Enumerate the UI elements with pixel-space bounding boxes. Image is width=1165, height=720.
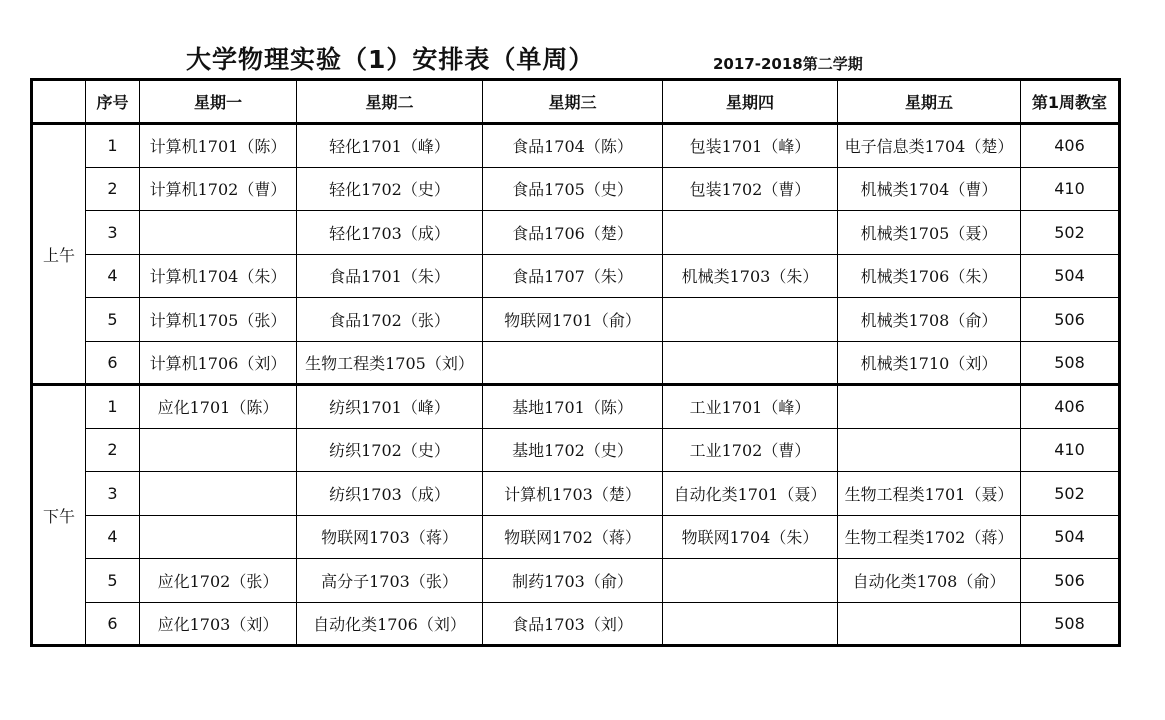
cell-room: 506 bbox=[1021, 298, 1120, 342]
cell-wednesday: 物联网1702（蒋） bbox=[483, 515, 663, 559]
table-row bbox=[32, 428, 1120, 472]
cell-room: 504 bbox=[1021, 515, 1120, 559]
cell-monday: 计算机1706（刘） bbox=[140, 341, 297, 385]
table-row bbox=[32, 341, 1120, 385]
cell-room: 508 bbox=[1021, 602, 1120, 646]
header-cell-friday: 星期五 bbox=[838, 80, 1021, 124]
cell-room: 502 bbox=[1021, 472, 1120, 516]
cell-monday: 应化1703（刘） bbox=[140, 602, 297, 646]
table-row bbox=[32, 602, 1120, 646]
header-cell-thursday: 星期四 bbox=[663, 80, 838, 124]
cell-room: 410 bbox=[1021, 428, 1120, 472]
cell-thursday bbox=[663, 341, 838, 385]
table-row bbox=[32, 167, 1120, 211]
cell-friday bbox=[838, 385, 1021, 429]
cell-thursday bbox=[663, 298, 838, 342]
cell-wednesday bbox=[483, 341, 663, 385]
cell-friday: 生物工程类1702（蒋） bbox=[838, 515, 1021, 559]
cell-friday: 机械类1704（曹） bbox=[838, 167, 1021, 211]
cell-wednesday: 食品1704（陈） bbox=[483, 124, 663, 168]
cell-wednesday: 食品1703（刘） bbox=[483, 602, 663, 646]
cell-room: 406 bbox=[1021, 124, 1120, 168]
row-index: 1 bbox=[86, 385, 140, 429]
cell-wednesday: 基地1702（史） bbox=[483, 428, 663, 472]
cell-tuesday: 自动化类1706（刘） bbox=[297, 602, 483, 646]
table-row bbox=[32, 254, 1120, 298]
cell-tuesday: 纺织1702（史） bbox=[297, 428, 483, 472]
cell-room: 502 bbox=[1021, 211, 1120, 255]
cell-wednesday: 基地1701（陈） bbox=[483, 385, 663, 429]
cell-wednesday: 食品1705（史） bbox=[483, 167, 663, 211]
period-label-pm: 下午 bbox=[32, 385, 86, 646]
term-label: 2017-2018第二学期 bbox=[713, 55, 863, 73]
cell-thursday: 物联网1704（朱） bbox=[663, 515, 838, 559]
period-label-am: 上午 bbox=[32, 124, 86, 385]
table-row bbox=[32, 298, 1120, 342]
cell-monday: 应化1701（陈） bbox=[140, 385, 297, 429]
cell-friday bbox=[838, 428, 1021, 472]
cell-room: 410 bbox=[1021, 167, 1120, 211]
cell-friday: 生物工程类1701（聂） bbox=[838, 472, 1021, 516]
cell-room: 508 bbox=[1021, 341, 1120, 385]
table-row bbox=[32, 515, 1120, 559]
header-row bbox=[32, 80, 1120, 124]
cell-tuesday: 纺织1701（峰） bbox=[297, 385, 483, 429]
cell-room: 504 bbox=[1021, 254, 1120, 298]
cell-monday bbox=[140, 515, 297, 559]
row-index: 6 bbox=[86, 341, 140, 385]
cell-wednesday: 计算机1703（楚） bbox=[483, 472, 663, 516]
header-cell-monday: 星期一 bbox=[140, 80, 297, 124]
cell-thursday bbox=[663, 559, 838, 603]
cell-thursday bbox=[663, 602, 838, 646]
cell-thursday: 工业1702（曹） bbox=[663, 428, 838, 472]
row-index: 4 bbox=[86, 254, 140, 298]
cell-tuesday: 食品1701（朱） bbox=[297, 254, 483, 298]
cell-monday bbox=[140, 211, 297, 255]
cell-thursday: 自动化类1701（聂） bbox=[663, 472, 838, 516]
cell-tuesday: 轻化1703（成） bbox=[297, 211, 483, 255]
row-index: 3 bbox=[86, 472, 140, 516]
row-index: 5 bbox=[86, 298, 140, 342]
cell-thursday: 机械类1703（朱） bbox=[663, 254, 838, 298]
cell-friday: 自动化类1708（俞） bbox=[838, 559, 1021, 603]
cell-tuesday: 轻化1702（史） bbox=[297, 167, 483, 211]
cell-room: 506 bbox=[1021, 559, 1120, 603]
cell-friday: 电子信息类1704（楚） bbox=[838, 124, 1021, 168]
header-cell-period bbox=[32, 80, 86, 124]
row-index: 2 bbox=[86, 428, 140, 472]
cell-thursday: 包装1702（曹） bbox=[663, 167, 838, 211]
cell-monday: 计算机1702（曹） bbox=[140, 167, 297, 211]
header-cell-index: 序号 bbox=[86, 80, 140, 124]
schedule-table bbox=[30, 78, 1121, 647]
cell-friday: 机械类1708（俞） bbox=[838, 298, 1021, 342]
page-title: 大学物理实验（1）安排表（单周） bbox=[186, 45, 595, 74]
cell-thursday bbox=[663, 211, 838, 255]
table-row bbox=[32, 472, 1120, 516]
cell-monday: 应化1702（张） bbox=[140, 559, 297, 603]
cell-monday: 计算机1701（陈） bbox=[140, 124, 297, 168]
cell-tuesday: 轻化1701（峰） bbox=[297, 124, 483, 168]
cell-monday bbox=[140, 428, 297, 472]
cell-tuesday: 纺织1703（成） bbox=[297, 472, 483, 516]
cell-tuesday: 食品1702（张） bbox=[297, 298, 483, 342]
cell-friday: 机械类1706（朱） bbox=[838, 254, 1021, 298]
cell-tuesday: 生物工程类1705（刘） bbox=[297, 341, 483, 385]
table-row bbox=[32, 211, 1120, 255]
cell-monday bbox=[140, 472, 297, 516]
header-cell-wednesday: 星期三 bbox=[483, 80, 663, 124]
table-row bbox=[32, 385, 1120, 429]
cell-wednesday: 食品1706（楚） bbox=[483, 211, 663, 255]
header-cell-room: 第1周教室 bbox=[1021, 80, 1120, 124]
cell-room: 406 bbox=[1021, 385, 1120, 429]
row-index: 4 bbox=[86, 515, 140, 559]
table-row bbox=[32, 124, 1120, 168]
cell-friday: 机械类1705（聂） bbox=[838, 211, 1021, 255]
cell-friday bbox=[838, 602, 1021, 646]
row-index: 1 bbox=[86, 124, 140, 168]
cell-monday: 计算机1705（张） bbox=[140, 298, 297, 342]
row-index: 3 bbox=[86, 211, 140, 255]
row-index: 6 bbox=[86, 602, 140, 646]
cell-wednesday: 制药1703（俞） bbox=[483, 559, 663, 603]
row-index: 2 bbox=[86, 167, 140, 211]
cell-monday: 计算机1704（朱） bbox=[140, 254, 297, 298]
cell-tuesday: 物联网1703（蒋） bbox=[297, 515, 483, 559]
header-cell-tuesday: 星期二 bbox=[297, 80, 483, 124]
cell-friday: 机械类1710（刘） bbox=[838, 341, 1021, 385]
cell-thursday: 工业1701（峰） bbox=[663, 385, 838, 429]
cell-tuesday: 高分子1703（张） bbox=[297, 559, 483, 603]
row-index: 5 bbox=[86, 559, 140, 603]
cell-thursday: 包装1701（峰） bbox=[663, 124, 838, 168]
table-row bbox=[32, 559, 1120, 603]
cell-wednesday: 物联网1701（俞） bbox=[483, 298, 663, 342]
cell-wednesday: 食品1707（朱） bbox=[483, 254, 663, 298]
